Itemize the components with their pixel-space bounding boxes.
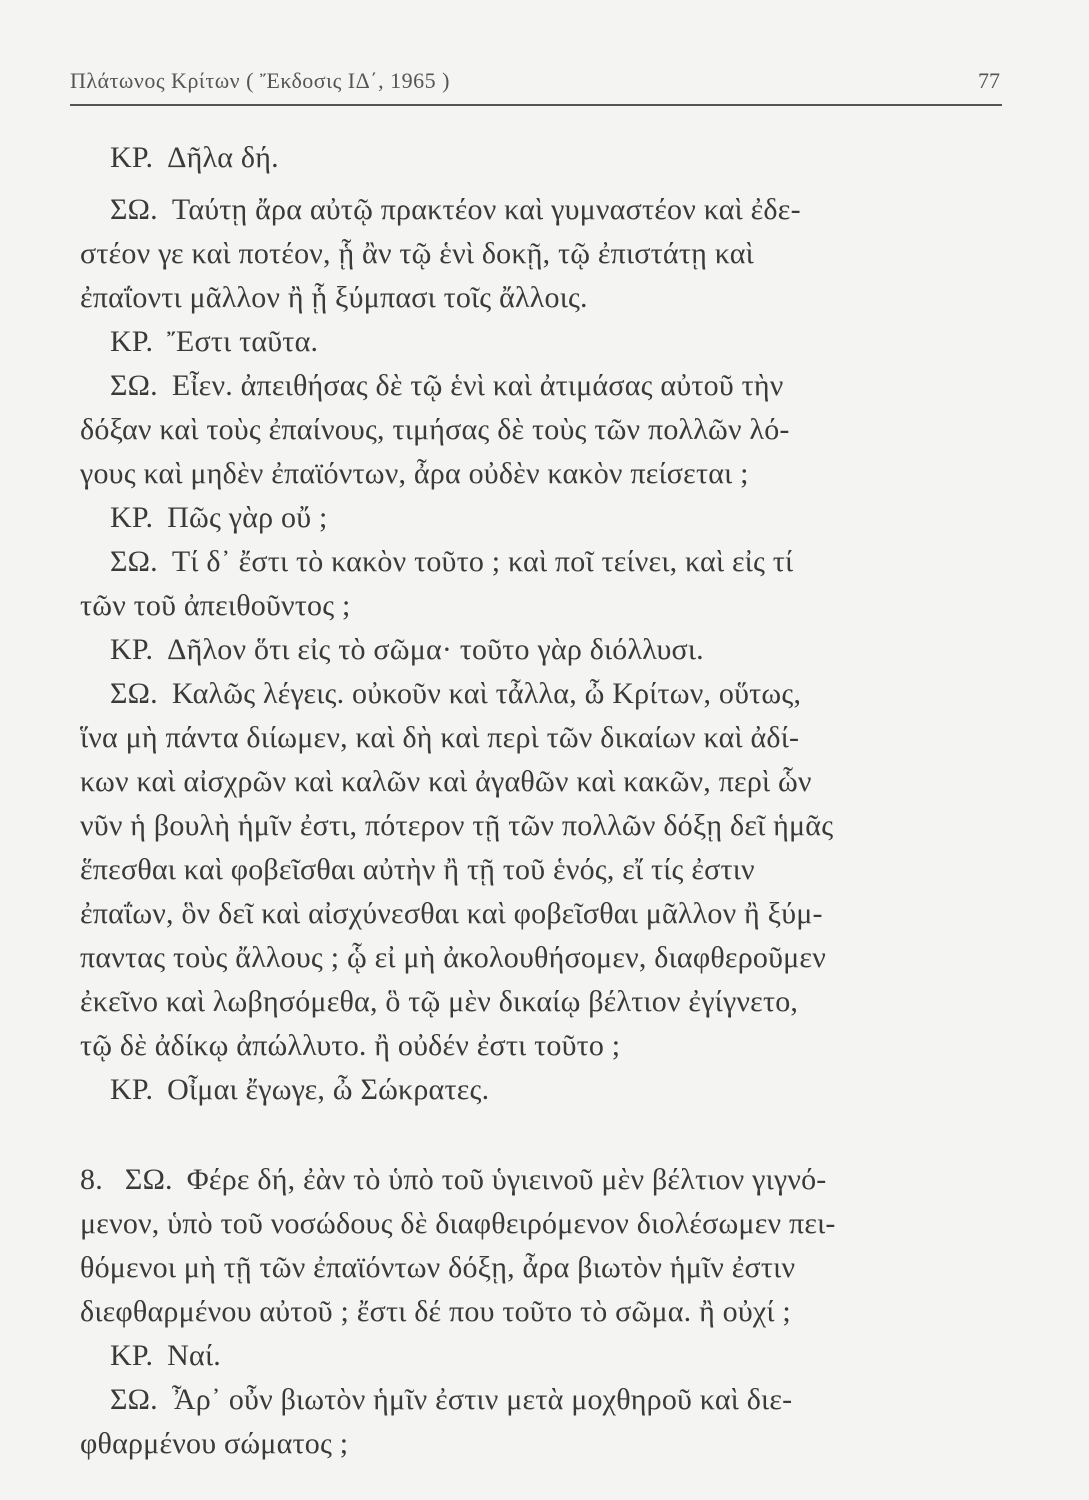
line-text: Ναί.: [167, 1339, 221, 1372]
speaker-label: ΣΩ.: [110, 677, 158, 710]
running-header: [70, 64, 1002, 98]
line-text: Καλῶς λέγεις. οὐκοῦν καὶ τἆλλα, ὦ Κρίτων, οὕτως,: [171, 677, 802, 710]
text-line: [80, 236, 754, 272]
text-line: [80, 1028, 620, 1064]
text-line: [80, 1250, 795, 1286]
line-text: νῦν ἡ βουλὴ ἡμῖν ἐστι, πότερον τῇ τῶν πολλῶν δόξῃ δεῖ ἡμᾶς: [80, 809, 834, 842]
line-text: ἵνα μὴ πάντα διίωμεν, καὶ δὴ καὶ περὶ τῶν δικαίων καὶ ἀδί-: [80, 721, 800, 754]
text-line: [110, 1338, 221, 1374]
text-line: [80, 456, 749, 492]
line-text: τῷ δὲ ἀδίκῳ ἀπώλλυτο. ἢ οὐδέν ἐστι τοῦτο ;: [80, 1029, 621, 1062]
line-text: φθαρμένου σώματος ;: [80, 1427, 349, 1460]
line-text: τῶν τοῦ ἀπειθοῦντος ;: [80, 589, 351, 622]
text-line: [110, 500, 327, 536]
header-rule: [70, 104, 1002, 106]
speaker-label: ΚΡ.: [110, 141, 154, 174]
text-line: [110, 368, 784, 404]
text-line: [80, 412, 790, 448]
line-text: Οἶμαι ἔγωγε, ὦ Σώκρατες.: [167, 1073, 490, 1106]
speaker-label: ΣΩ.: [124, 1163, 173, 1196]
text-line: [80, 1426, 348, 1462]
page-number: 77: [978, 68, 1000, 93]
line-text: διεφθαρμένου αὐτοῦ ; ἔστι δέ που τοῦτο τὸ σῶμα. ἢ οὐχί ;: [80, 1295, 791, 1328]
text-line: [110, 544, 793, 580]
text-line: [110, 324, 318, 360]
line-text: ἐκεῖνο καὶ λωβησόμεθα, ὃ τῷ μὲν δικαίῳ βέλτιον ἐγίγνετο,: [80, 985, 799, 1018]
text-line: [110, 1382, 792, 1418]
text-line: [80, 588, 351, 624]
line-text: Ἆρ᾽ οὖν βιωτὸν ἡμῖν ἐστιν μετὰ μοχθηροῦ καὶ διε-: [171, 1383, 793, 1416]
text-line: [110, 140, 279, 176]
speaker-label: ΚΡ.: [110, 1073, 154, 1106]
text-line: [80, 1162, 826, 1198]
text-line: [80, 1206, 836, 1242]
line-text: Πῶς γὰρ οὔ ;: [167, 501, 328, 534]
running-title: Πλάτωνος Κρίτων ( Ἔκδοσις ΙΔ΄, 1965 ): [70, 68, 450, 93]
line-text: γους καὶ μηδὲν ἐπαϊόντων, ἆρα οὐδὲν κακὸν πείσεται ;: [80, 457, 749, 490]
text-line: [80, 984, 798, 1020]
speaker-label: ΣΩ.: [110, 369, 158, 402]
line-text: Δῆλον ὅτι εἰς τὸ σῶμα· τοῦτο γὰρ διόλλυσι.: [167, 633, 704, 666]
section-number: 8.: [80, 1163, 103, 1196]
line-text: ἐπαΐοντι μᾶλλον ἢ ᾗ ξύμπασι τοῖς ἄλλοις.: [80, 281, 588, 314]
line-text: μενον, ὑπὸ τοῦ νοσώδους δὲ διαφθειρόμενον διολέσωμεν πει-: [80, 1207, 836, 1240]
line-text: στέον γε καὶ ποτέον, ᾗ ἂν τῷ ἑνὶ δοκῇ, τῷ ἐπιστάτῃ καὶ: [80, 237, 754, 270]
speaker-label: ΚΡ.: [110, 501, 154, 534]
text-line: [80, 852, 755, 888]
text-line: [80, 280, 588, 316]
speaker-label: ΚΡ.: [110, 633, 154, 666]
line-text: δόξαν καὶ τοὺς ἐπαίνους, τιμήσας δὲ τοὺς τῶν πολλῶν λό-: [80, 413, 790, 446]
speaker-label: ΣΩ.: [110, 545, 158, 578]
text-line: [80, 808, 833, 844]
line-text: Ταύτῃ ἄρα αὐτῷ πρακτέον καὶ γυμναστέον καὶ ἐδε-: [171, 193, 801, 226]
text-line: [80, 764, 812, 800]
text-line: [110, 676, 801, 712]
text-line: [80, 940, 826, 976]
text-line: [110, 1072, 489, 1108]
line-text: Φέρε δή, ἐὰν τὸ ὑπὸ τοῦ ὑγιεινοῦ μὲν βέλτιον γιγνό-: [186, 1163, 827, 1196]
line-text: Τί δ᾽ ἔστι τὸ κακὸν τοῦτο ; καὶ ποῖ τείνει, καὶ εἰς τί: [171, 545, 794, 578]
text-line: [80, 896, 823, 932]
line-text: ἕπεσθαι καὶ φοβεῖσθαι αὐτὴν ἢ τῇ τοῦ ἑνός, εἴ τίς ἐστιν: [80, 853, 755, 886]
line-text: παντας τοὺς ἄλλους ; ᾧ εἰ μὴ ἀκολουθήσομεν, διαφθεροῦμεν: [80, 941, 826, 974]
speaker-label: ΚΡ.: [110, 325, 154, 358]
text-line: [110, 192, 801, 228]
text-line: [80, 720, 799, 756]
speaker-label: ΣΩ.: [110, 1383, 158, 1416]
line-text: ἐπαΐων, ὃν δεῖ καὶ αἰσχύνεσθαι καὶ φοβεῖσθαι μᾶλλον ἢ ξύμ-: [80, 897, 823, 930]
text-line: [80, 1294, 791, 1330]
text-line: [110, 632, 704, 668]
speaker-label: ΣΩ.: [110, 193, 158, 226]
line-text: θόμενοι μὴ τῇ τῶν ἐπαϊόντων δόξῃ, ἆρα βιωτὸν ἡμῖν ἐστιν: [80, 1251, 796, 1284]
line-text: Ἔστι ταῦτα.: [167, 325, 319, 358]
line-text: κων καὶ αἰσχρῶν καὶ καλῶν καὶ ἀγαθῶν καὶ κακῶν, περὶ ὧν: [80, 765, 812, 798]
line-text: Δῆλα δή.: [167, 141, 279, 174]
speaker-label: ΚΡ.: [110, 1339, 154, 1372]
line-text: Εἶεν. ἀπειθήσας δὲ τῷ ἑνὶ καὶ ἀτιμάσας αὐτοῦ τὴν: [171, 369, 784, 402]
